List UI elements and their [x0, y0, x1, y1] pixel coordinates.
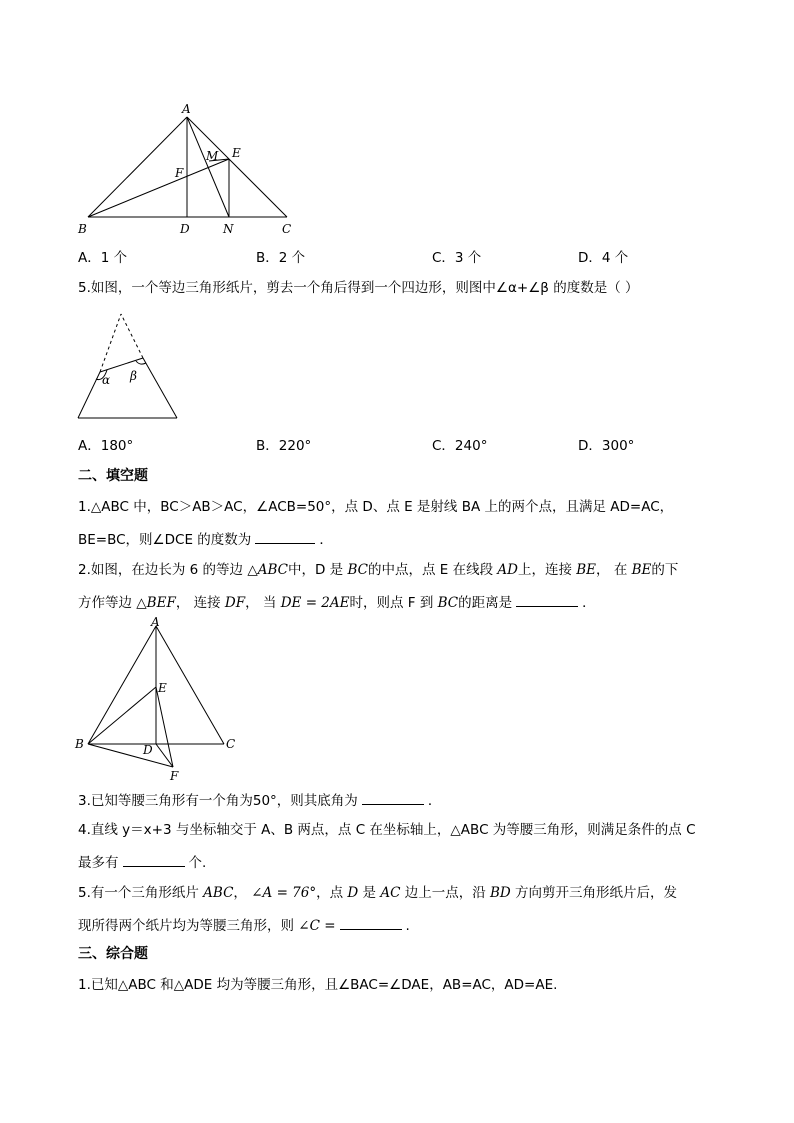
fill-q5-math: ∠C =	[298, 918, 336, 934]
fill-q5-math: AC	[380, 885, 401, 901]
fill-q5-line2	[78, 915, 410, 935]
q4-option-b: B．2 个	[256, 250, 306, 266]
q5-option-b: B．220°	[256, 438, 312, 454]
q4-label-F: F	[175, 166, 184, 180]
fill-q2-label-D: D	[143, 743, 153, 757]
q5-option-a: A．180°	[78, 438, 134, 454]
fill-q2-text: 方作等边	[78, 595, 137, 611]
fill-q5-text: ，	[233, 885, 252, 901]
fill-q5-math: ABC	[203, 885, 234, 901]
fill-q2-text: 的距离是	[458, 595, 513, 611]
q4-label-M: M	[206, 149, 219, 163]
fill-q2-text: ， 当	[245, 595, 281, 611]
fill-q5-math: D	[347, 885, 359, 901]
fill-q1-answer-blank[interactable]	[255, 529, 315, 544]
fill-q2-text: 中，D 是	[287, 562, 348, 578]
fill-q2-label-B: B	[75, 737, 84, 751]
fill-q5-text: 边上一点，沿	[400, 885, 491, 901]
fill-q2-label-E: E	[158, 681, 167, 695]
fill-q5-text: 5.有一个三角形纸片	[78, 885, 204, 901]
q4-option-a: A．1 个	[78, 250, 128, 266]
fill-q3-answer-blank[interactable]	[362, 790, 424, 805]
fill-q2-label-C: C	[226, 737, 236, 751]
q4-option-d: D．4 个	[578, 250, 629, 266]
fill-q2-math: DF	[224, 595, 246, 611]
section-3-title: 三、综合题	[78, 946, 148, 962]
fill-q2-text: 的下	[651, 562, 679, 578]
fill-q5-answer-blank[interactable]	[340, 915, 402, 930]
q5-alpha-label: α	[102, 373, 111, 387]
fill-q2-geometry-figure	[72, 614, 242, 784]
comprehensive-q1: 1.已知△ABC 和△ADE 均为等腰三角形，且∠BAC=∠DAE，AB=AC，AD=AE.	[78, 977, 558, 993]
fill-q2-line1	[78, 561, 678, 579]
q5-option-c: C．240°	[432, 438, 488, 454]
fill-q5-text: ，点	[316, 885, 348, 901]
q4-option-c: C．3 个	[432, 250, 482, 266]
fill-q2-line2	[78, 592, 596, 612]
q4-geometry-figure	[74, 100, 314, 240]
fill-q1-text: BE=BC，则∠DCE 的度数为	[78, 532, 252, 548]
fill-q2-math: DE = 2AE	[280, 595, 350, 611]
fill-q5-end: .	[405, 918, 410, 934]
fill-q2-math: BE	[631, 562, 652, 578]
fill-q2-text: 上，连接	[517, 562, 577, 578]
fill-q2-label-F: F	[170, 769, 179, 783]
fill-q1-line2	[78, 529, 333, 549]
fill-q2-text: ， 在	[596, 562, 632, 578]
fill-q1-line1: 1.△ABC 中，BC＞AB＞AC，∠ACB=50°，点 D、点 E 是射线 BA 上的两个点，且满足 AD=AC，	[78, 499, 674, 515]
q4-label-C: C	[282, 222, 292, 236]
fill-q2-math: △ABC	[247, 562, 288, 578]
fill-q4-line1: 4.直线 y＝x+3 与坐标轴交于 A、B 两点，点 C 在坐标轴上，△ABC 为等腰三角形，则满足条件的点 C	[78, 822, 696, 838]
q4-label-N: N	[223, 222, 234, 236]
fill-q2-text: ， 连接	[175, 595, 225, 611]
fill-q4-answer-blank[interactable]	[123, 852, 185, 867]
fill-q3-end: ．	[427, 793, 442, 809]
fill-q4-end: 个.	[188, 855, 207, 871]
fill-q2-text: 时，则点 F 到	[349, 595, 438, 611]
fill-q2-label-A: A	[151, 615, 160, 629]
q4-label-E: E	[232, 146, 241, 160]
fill-q2-text: 2.如图，在边长为 6 的等边	[78, 562, 248, 578]
fill-q2-math: BC	[437, 595, 459, 611]
fill-q5-line1	[78, 884, 677, 902]
q5-cut-triangle-figure	[74, 312, 184, 424]
fill-q5-text: 是	[358, 885, 381, 901]
q5-beta-label: β	[130, 369, 137, 383]
fill-q3-text: 3.已知等腰三角形有一个角为50°，则其底角为	[78, 793, 358, 809]
q5-option-d: D．300°	[578, 438, 635, 454]
fill-q5-math: BD	[490, 885, 511, 901]
fill-q5-math: ∠A = 76°	[251, 885, 317, 901]
q4-label-B: B	[78, 222, 87, 236]
fill-q2-math: AD	[497, 562, 518, 578]
fill-q2-text: 的中点，点 E 在线段	[367, 562, 498, 578]
fill-q4-line2	[78, 852, 206, 872]
fill-q5-text: 现所得两个纸片均为等腰三角形，则	[78, 918, 299, 934]
fill-q2-math: △BEF	[136, 595, 176, 611]
q4-label-D: D	[180, 222, 190, 236]
fill-q1-end: ．	[319, 532, 333, 548]
section-2-title: 二、填空题	[78, 468, 148, 484]
fill-q2-math: BC	[347, 562, 368, 578]
fill-q2-answer-blank[interactable]	[516, 592, 578, 607]
fill-q4-text: 最多有	[78, 855, 119, 871]
fill-q2-math: BE	[576, 562, 597, 578]
fill-q2-end: ．	[582, 595, 596, 611]
q4-label-A: A	[182, 102, 191, 116]
fill-q3	[78, 790, 441, 810]
fill-q5-text: 方向剪开三角形纸片后，发	[510, 885, 678, 901]
q5-question-text: 5.如图，一个等边三角形纸片，剪去一个角后得到一个四边形，则图中∠α+∠β 的度数是（ ）	[78, 280, 639, 296]
